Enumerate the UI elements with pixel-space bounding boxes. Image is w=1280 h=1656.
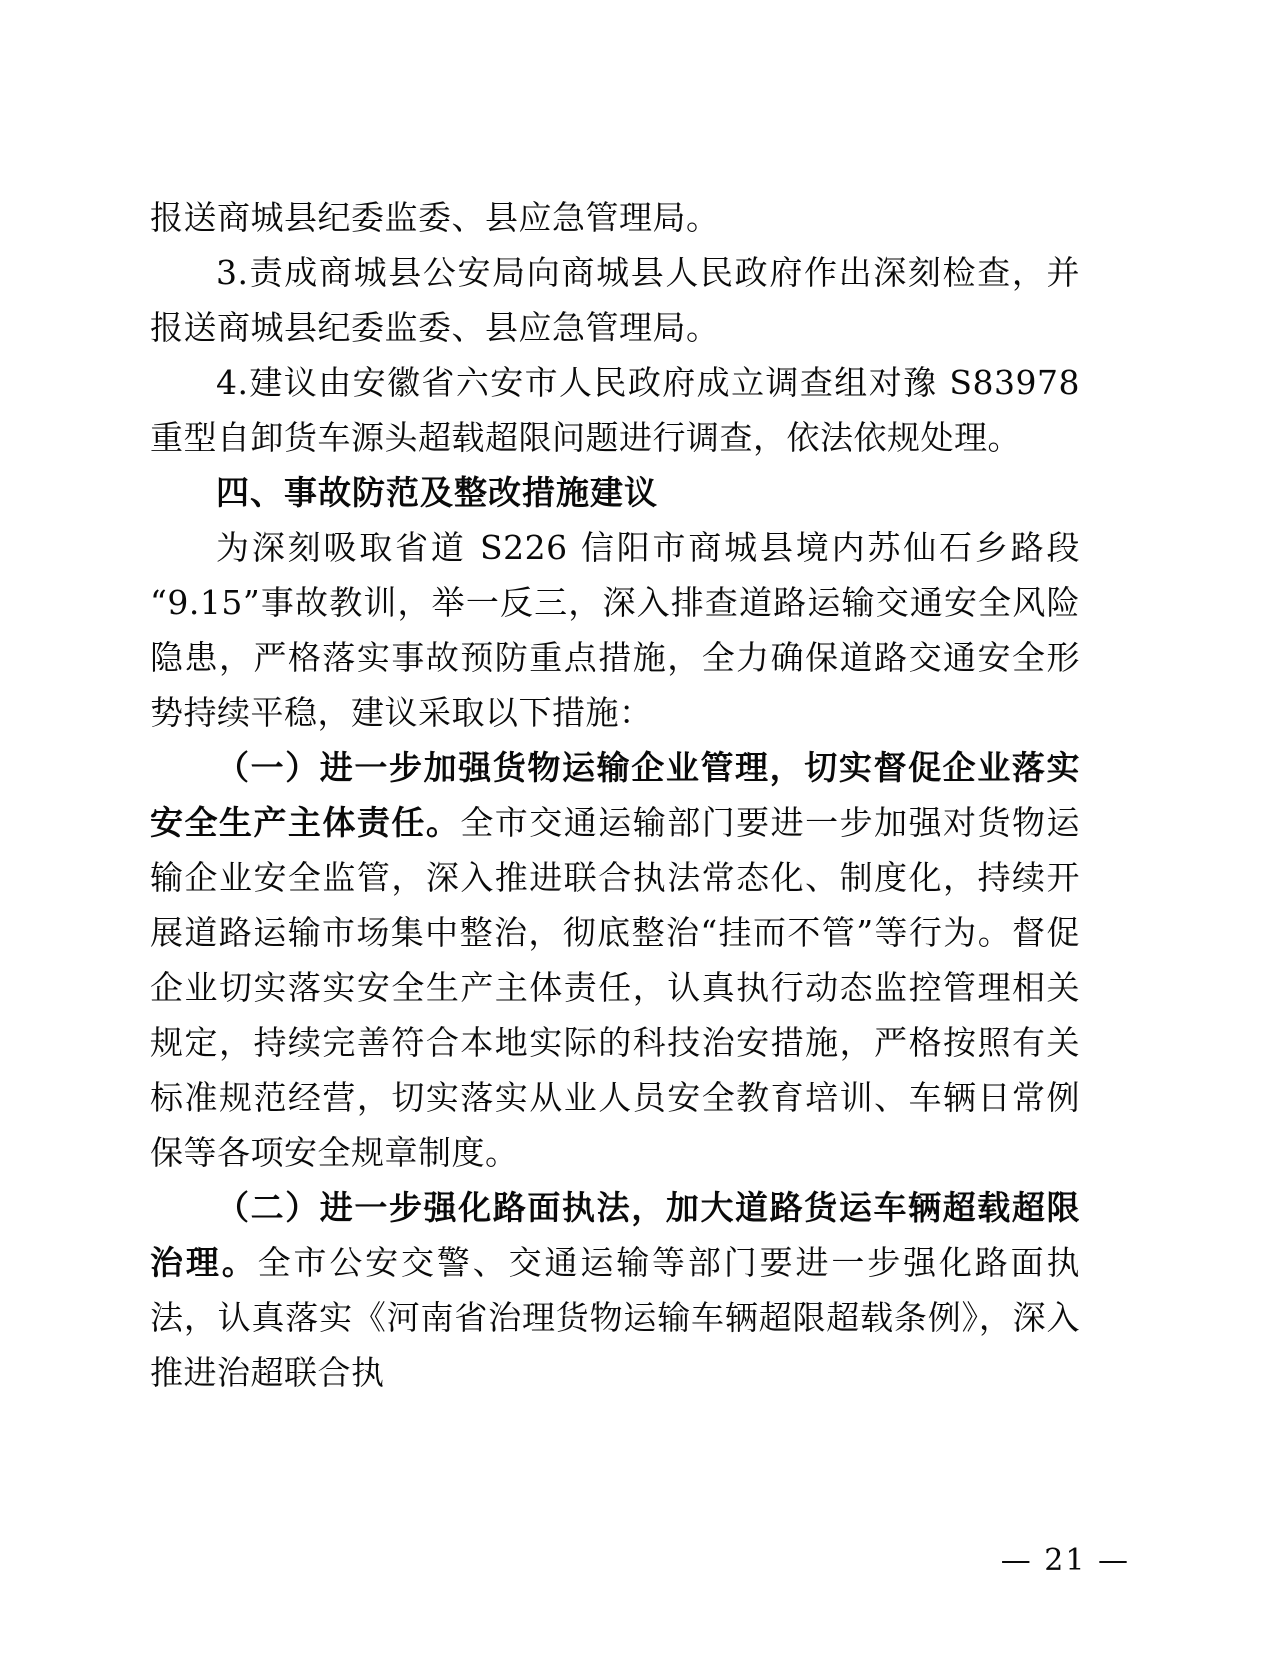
page-number: — 21 —	[1000, 1543, 1130, 1578]
measure-item-two	[150, 1180, 1080, 1400]
list-item-3: 3.责成商城县公安局向商城县人民政府作出深刻检查，并报送商城县纪委监委、县应急管理局。	[150, 253, 1080, 347]
measure-item-two-text: 全市公安交警、交通运输等部门要进一步强化路面执法，认真落实《河南省治理货物运输车辆超限超载条例》，深入推进治超联合执	[150, 1243, 1081, 1392]
paragraph-intro: 为深刻吸取省道 S226 信阳市商城县境内苏仙石乡路段“9.15”事故教训，举一反三，深入排查道路运输交通安全风险隐患，严格落实事故预防重点措施，全力确保道路交通安全形势持续平稳，建议采取以下措施：	[150, 528, 1080, 732]
list-item-4: 4.建议由安徽省六安市人民政府成立调查组对豫 S83978 重型自卸货车源头超载超限问题进行调查，依法依规处理。	[150, 363, 1080, 457]
measure-item-one-text: 全市交通运输部门要进一步加强对货物运输企业安全监管，深入推进联合执法常态化、制度化，持续开展道路运输市场集中整治，彻底整治“挂而不管”等行为。督促企业切实落实安全生产主体责任，认真执行动态监控管理相关规定，持续完善符合本地实际的科技治安措施，严格按照有关标准规范经营，切实落实从业人员安全教育培训、车辆日常例保等各项安全规章制度。	[150, 803, 1081, 1172]
document-body	[150, 190, 1080, 1400]
section-heading-four: 四、事故防范及整改措施建议	[216, 473, 658, 512]
paragraph-continuation: 报送商城县纪委监委、县应急管理局。	[150, 198, 720, 237]
measure-item-two-lead: （二）进一步强化路面执法，加大道路货运车辆超载超限治理。	[150, 1188, 1080, 1282]
measure-item-one-lead: （一）进一步加强货物运输企业管理，切实督促企业落实安全生产主体责任。	[150, 748, 1080, 842]
measure-item-one	[150, 740, 1080, 1180]
